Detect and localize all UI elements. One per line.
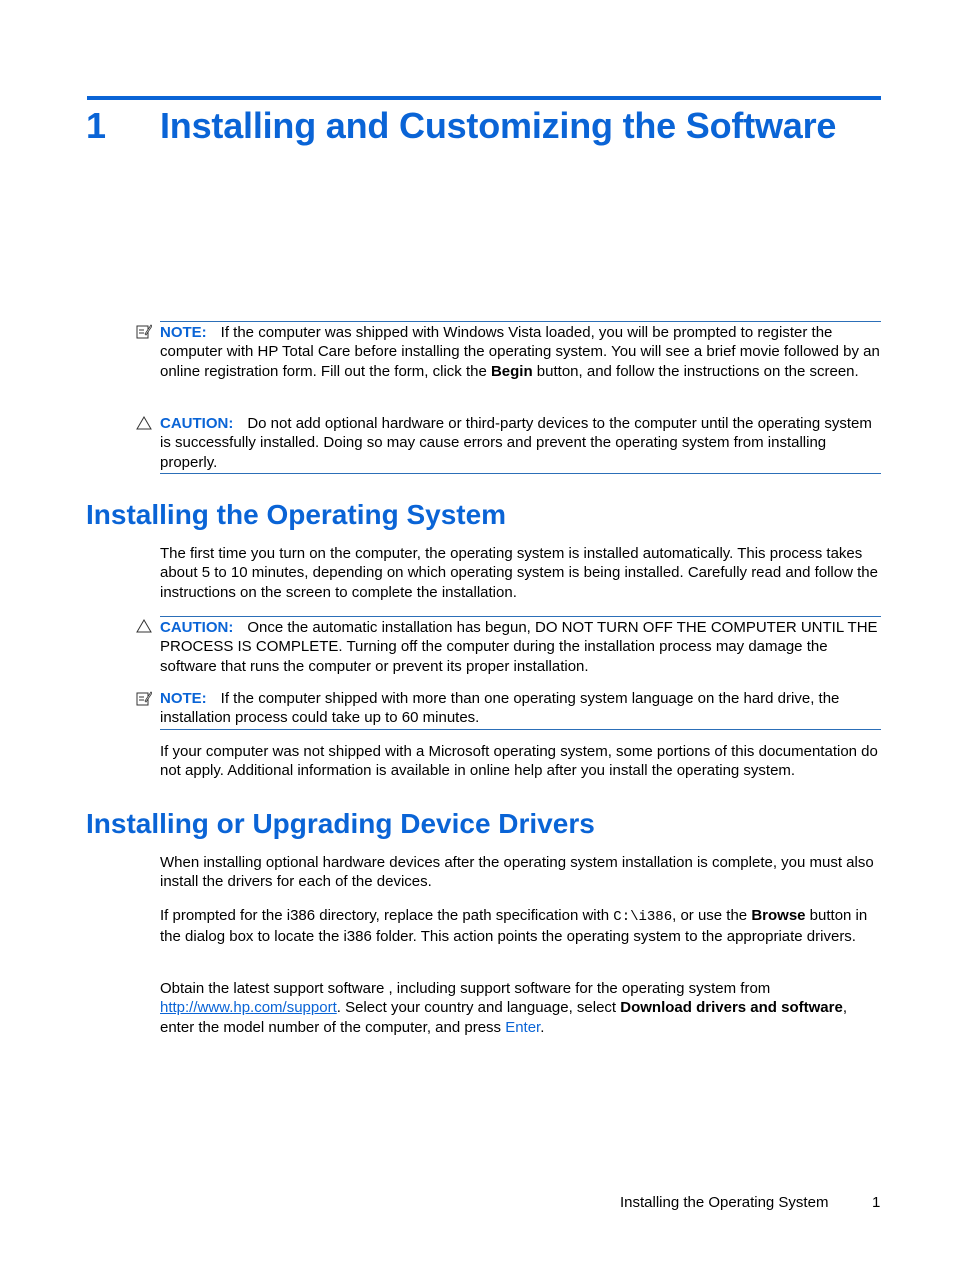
section-heading-operating-system: Installing the Operating System (86, 499, 507, 530)
caution-text: Do not add optional hardware or third-party devices to the computer until the operating system is successfully installed. Doing so may cause errors and prevent the operating system from installing properly. (160, 415, 872, 471)
footer-page-number: 1 (872, 1194, 881, 1211)
note-registration (160, 321, 881, 381)
download-drivers-reference: Download drivers and software (620, 999, 843, 1017)
path-code: C:\i386 (613, 909, 673, 925)
para-text: . Select your country and language, select (336, 999, 621, 1017)
para-text: button in the dialog box to locate the i386 folder. This action points the operating system to the appropriate drivers. (160, 907, 868, 946)
paragraph-optional-hardware: When installing optional hardware devices after the operating system installation is complete, you must also install the drivers for each of the devices. (160, 854, 874, 891)
paragraph-first-time: The first time you turn on the computer, the operating system is installed automatically. This process takes about 5 to 10 minutes, depending on which operating system is being installed. Carefully read and follow the instructions on the screen to complete the installation. (160, 545, 878, 601)
enter-key-reference: Enter (505, 1018, 541, 1036)
note-text-end: button, and follow the instructions on the screen. (532, 362, 859, 380)
hp-support-link[interactable]: http://www.hp.com/support (160, 999, 337, 1017)
para-text: , or use the (672, 907, 752, 924)
caution-optional-hardware (160, 414, 881, 474)
section-heading-device-drivers: Installing or Upgrading Device Drivers (86, 808, 595, 839)
caution-triangle-icon (136, 415, 152, 431)
chapter-title: Installing and Customizing the Software (160, 105, 837, 146)
para-text: If prompted for the i386 directory, replace the path specification with (160, 907, 614, 924)
paragraph-i386-directory (160, 906, 882, 947)
caution-label: CAUTION: (160, 415, 234, 432)
begin-button-reference: Begin (490, 362, 533, 380)
chapter-number: 1 (86, 105, 107, 146)
para-text: , enter the model number of the computer, and press (160, 999, 847, 1036)
note-text: If the computer shipped with more than one operating system language on the hard drive, the installation process could take up to 60 minutes. (160, 690, 840, 727)
paragraph-support-software (160, 979, 882, 1037)
paragraph-microsoft-os: If your computer was not shipped with a Microsoft operating system, some portions of this documentation do not apply. Additional information is available in online help after you install the operating system. (160, 743, 878, 780)
note-pencil-icon (136, 323, 152, 339)
note-label: NOTE: (160, 690, 207, 707)
note-pencil-icon (136, 690, 152, 706)
caution-do-not-turn-off (160, 616, 881, 676)
note-text: If the computer was shipped with Windows Vista loaded, you will be prompted to register the computer with HP Total Care before installing the operating system. You will see a brief movie followed by an online registration form. Fill out the form, click the (160, 324, 880, 380)
para-text: . (540, 1018, 545, 1036)
para-text: Obtain the latest support software , including support software for the operating system from (160, 980, 771, 997)
chapter-top-rule (87, 96, 881, 100)
browse-button-reference: Browse (751, 907, 806, 924)
caution-triangle-icon (136, 618, 152, 634)
footer-section-title: Installing the Operating System (620, 1194, 829, 1211)
note-language-install (160, 689, 881, 730)
caution-text: Once the automatic installation has begun, DO NOT TURN OFF THE COMPUTER UNTIL THE PROCESS IS COMPLETE. Turning off the computer during the installation process may damage the software that runs the computer or prevent its proper installation. (160, 619, 878, 675)
note-label: NOTE: (160, 324, 207, 341)
caution-label: CAUTION: (160, 619, 234, 636)
